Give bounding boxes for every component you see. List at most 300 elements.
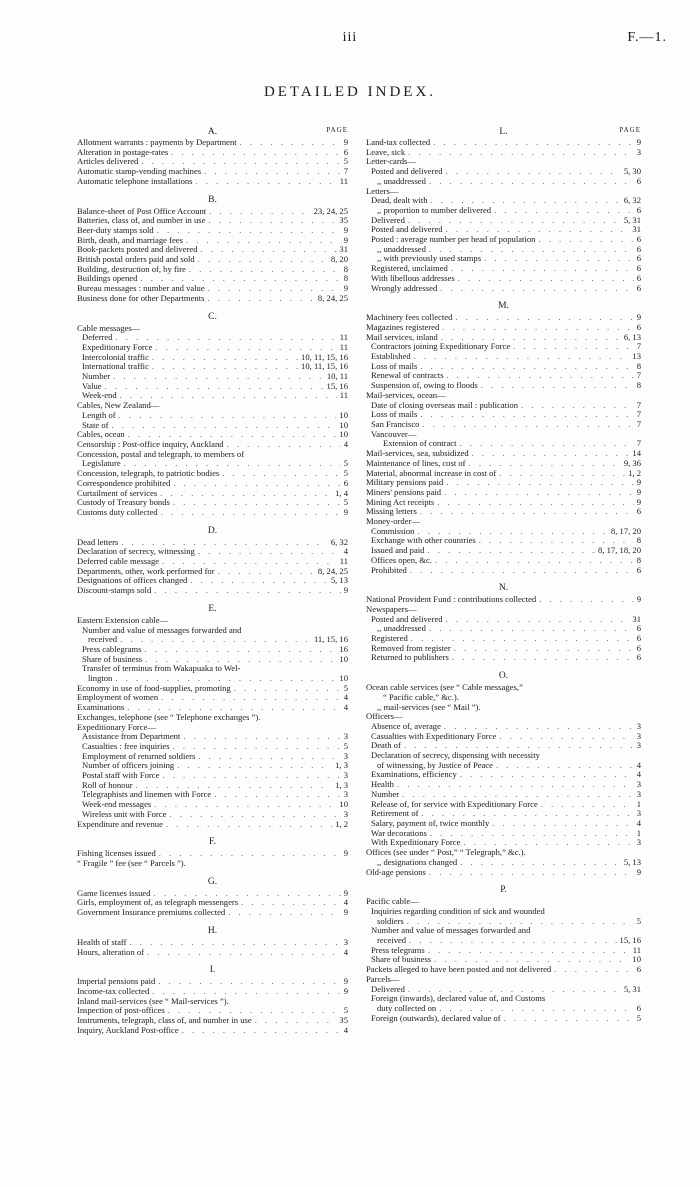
entry-text: Suspension of, owing to floods [371, 380, 478, 391]
entry-text: Designations of offices changed [77, 575, 188, 586]
entry-text: of witnessing, by Justice of Peace [377, 759, 493, 770]
dot-leader [159, 849, 341, 859]
index-entry [366, 556, 641, 566]
dot-leader [208, 216, 336, 226]
dot-leader [160, 489, 332, 499]
entry-pages: 6 [636, 243, 641, 254]
dot-leader [499, 732, 633, 742]
index-entry [77, 586, 348, 596]
entry-text: Correspondence prohibited [77, 477, 171, 488]
index-entry [77, 859, 348, 869]
entry-text: “ Pacific cable,” &c.). [383, 691, 459, 702]
entry-pages: 11, 15, 16 [313, 634, 348, 645]
entry-pages: 9 [343, 976, 348, 987]
section-letter: G. [207, 876, 218, 887]
entry-text: Birth, death, and marriage fees [77, 234, 183, 245]
dot-leader [513, 342, 634, 352]
index-entry [366, 732, 641, 742]
section-letter: N. [498, 583, 509, 594]
index-entry [366, 177, 641, 187]
entry-text: Old-age pensions [366, 866, 426, 877]
entry-text: State of [82, 419, 109, 430]
entry-text: Casualties : free inquiries [82, 740, 170, 751]
dot-leader [255, 1016, 337, 1026]
dot-leader [189, 265, 341, 275]
dot-leader [144, 645, 336, 655]
index-entry [366, 926, 641, 936]
index-entry [366, 703, 641, 713]
entry-pages: 11 [339, 332, 348, 343]
dot-leader [451, 264, 634, 274]
index-entry [366, 780, 641, 790]
entry-pages: 6 [636, 263, 641, 274]
entry-pages: 9 [343, 887, 348, 898]
dot-leader [433, 138, 634, 148]
entry-pages: 10, 11, 15, 16 [301, 351, 348, 362]
entry-text: Curtailment of services [77, 487, 158, 498]
entry-pages: 7 [636, 341, 641, 352]
entry-text: Cables, ocean [77, 429, 125, 440]
dot-leader [214, 790, 340, 800]
section-letter: O. [498, 671, 509, 682]
dot-leader [458, 274, 634, 284]
dot-leader [234, 684, 341, 694]
entry-text: Issued and paid [371, 545, 425, 556]
dot-leader [228, 908, 341, 918]
entry-text: ,, with previously used stamps [377, 253, 482, 264]
dot-leader [186, 236, 341, 246]
entry-text: Maintenance of lines, cost of [366, 457, 466, 468]
entry-text: Foreign (outwards), declared value of [371, 1012, 501, 1023]
entry-pages: 4 [636, 769, 641, 780]
entry-text: Building, destruction of, by fire [77, 263, 186, 274]
entry-text: Hours, alteration of [77, 946, 145, 957]
section-letter: A. [207, 127, 218, 137]
entry-text: received [88, 634, 118, 645]
entry-pages: 8, 24, 25 [317, 292, 348, 303]
dot-leader [240, 138, 341, 148]
index-entry [77, 626, 348, 636]
entry-text: Absence of, average [371, 720, 441, 731]
entry-pages: 9, 36 [623, 457, 641, 468]
entry-pages: 4 [343, 702, 348, 713]
dot-leader [196, 177, 337, 187]
entry-text: Material, abnormal increase in cost of [366, 467, 497, 478]
entry-pages: 6 [636, 282, 641, 293]
dot-leader [446, 167, 621, 177]
entry-pages: 3 [636, 779, 641, 790]
entry-pages: 10 [632, 954, 641, 965]
entry-text: “ Fragile ” fee (see “ Parcels ”). [77, 858, 186, 868]
entry-text: Dead, dealt with [371, 195, 428, 206]
entry-pages: 3 [343, 808, 348, 819]
entry-pages: 6, 32 [623, 195, 641, 206]
entry-pages: 10 [339, 653, 348, 664]
entry-pages: 9 [636, 496, 641, 507]
entry-pages: 9 [343, 585, 348, 596]
entry-text: With Expeditionary Force [371, 837, 461, 848]
entry-pages: 1, 3 [335, 779, 348, 790]
dot-leader [171, 148, 341, 158]
entry-text: Assistance from Department [82, 731, 181, 742]
entry-text: Number of officers joining [82, 760, 175, 771]
dot-leader [452, 653, 634, 663]
entry-pages: 3 [343, 770, 348, 781]
dot-leader [541, 800, 634, 810]
entry-text: Loss of mails [371, 409, 418, 420]
entry-text: Land-tax collected [366, 137, 431, 147]
index-entry [77, 382, 348, 392]
entry-text: Inquiries regarding condition of sick and wounded [371, 905, 545, 916]
dot-leader [492, 819, 633, 829]
dot-leader [166, 820, 332, 830]
dot-leader [177, 761, 332, 771]
dot-leader [154, 800, 336, 810]
entry-pages: 6 [636, 623, 641, 634]
index-entry [77, 294, 348, 304]
entry-pages: 6 [343, 477, 348, 488]
index-entry [77, 177, 348, 187]
entry-pages: 3 [636, 837, 641, 848]
dot-leader [429, 177, 634, 187]
dot-leader [120, 635, 311, 645]
entry-text: Expenditure and revenue [77, 818, 163, 829]
section-header-row [366, 124, 641, 138]
entry-pages: 6, 13 [623, 331, 641, 342]
dot-leader [397, 780, 634, 790]
entry-text: Week-end messages [82, 799, 152, 810]
dot-leader [209, 207, 310, 217]
entry-pages: 9 [636, 486, 641, 497]
entry-pages: 6 [636, 642, 641, 653]
entry-pages: 23, 24, 25 [313, 205, 348, 216]
section-letter: B. [208, 194, 217, 205]
entry-text: War decorations [371, 827, 427, 838]
dot-leader [182, 1026, 341, 1036]
index-entry [77, 372, 348, 382]
entry-text: Foreign (inwards), declared value of, and Customs [371, 993, 546, 1004]
dot-leader [158, 977, 340, 987]
entry-text: Military pensions paid [366, 477, 444, 488]
entry-text: Telegraphists and linemen with Force [82, 789, 212, 800]
entry-text: Inquiry, Auckland Post-office [77, 1024, 179, 1035]
document-code: F.—1. [627, 30, 667, 45]
entry-text: Posted and delivered [371, 613, 443, 624]
entry-text: Government Insurance premiums collected [77, 907, 226, 918]
section-header-row [77, 124, 348, 138]
entry-pages: 4 [636, 759, 641, 770]
entry-pages: 5, 31 [623, 214, 641, 225]
entry-pages: 9 [343, 848, 348, 859]
dot-leader [455, 313, 633, 323]
dot-leader [152, 353, 298, 363]
entry-text: Offices (see under “ Post,” “ Telegraph,” &c.). [366, 847, 526, 858]
dot-leader [173, 479, 340, 489]
entry-text: Length of [82, 409, 116, 420]
dot-leader [222, 469, 340, 479]
entry-pages: 15, 16 [619, 935, 641, 946]
dot-leader [190, 576, 327, 586]
entry-pages: 11 [339, 341, 348, 352]
left-column [77, 124, 348, 1035]
entry-text: Deferred [82, 332, 113, 343]
entry-pages: 7 [636, 399, 641, 410]
entry-pages: 8 [636, 554, 641, 565]
entry-pages: 35 [339, 1015, 348, 1026]
entry-text: Officers— [366, 711, 403, 722]
entry-pages: 4 [343, 546, 348, 557]
entry-pages: 6, 32 [330, 536, 348, 547]
entry-text: ,, unaddressed [377, 175, 426, 186]
dot-leader [499, 469, 625, 479]
entry-pages: 3 [636, 808, 641, 819]
index-entry [366, 907, 641, 917]
entry-pages: 3 [636, 146, 641, 157]
entry-pages: 5, 13 [330, 575, 348, 586]
entry-pages: 9 [636, 866, 641, 877]
entry-pages: 1, 3 [335, 760, 348, 771]
dot-leader [113, 372, 324, 382]
index-entry [366, 206, 641, 216]
dot-leader [496, 761, 634, 771]
entry-text: Inspection of post-offices [77, 1005, 165, 1016]
dot-leader [105, 382, 324, 392]
entry-pages: 8, 17, 20 [610, 525, 641, 536]
entry-text: Customs duty collected [77, 506, 158, 517]
entry-text: Instruments, telegraph, class of, and number in use [77, 1015, 252, 1026]
entry-pages: 13 [632, 351, 641, 362]
entry-text: Letter-cards— [366, 156, 416, 167]
entry-text: Contractors joining Expeditionary Force [371, 341, 511, 352]
entry-pages: 5 [636, 915, 641, 926]
entry-text: Cable messages— [77, 322, 141, 333]
dot-leader [472, 449, 630, 459]
dot-leader [446, 478, 633, 488]
dot-leader [157, 226, 341, 236]
entry-text: Returned to publishers [371, 652, 449, 663]
entry-pages: 5 [343, 740, 348, 751]
entry-text: Packets alleged to have been posted and not delivered [366, 964, 552, 975]
entry-text: Exchanges, telephone (see “ Telephone exchanges ”). [77, 711, 261, 722]
dot-leader [162, 771, 340, 781]
entry-text: Intercolonial traffic [82, 351, 149, 362]
entry-text: Casualties with Expeditionary Force [371, 730, 497, 741]
section-letter: D. [207, 525, 218, 536]
dot-leader [169, 810, 340, 820]
entry-text: Game licenses issued [77, 887, 151, 898]
index-entry [77, 908, 348, 918]
entry-text: Income-tax collected [77, 985, 150, 996]
dot-leader [446, 615, 630, 625]
dot-leader [435, 556, 634, 566]
entry-text: Discount-stamps sold [77, 585, 152, 596]
entry-text: Pacific cable— [366, 896, 419, 907]
entry-text: Press telegrams [371, 944, 425, 955]
entry-text: Letters— [366, 185, 399, 196]
entry-text: Deferred cable message [77, 556, 160, 567]
entry-text: With libellous addresses [371, 272, 455, 283]
entry-text: Automatic telephone installations [77, 175, 193, 186]
entry-text: International traffic [82, 361, 149, 372]
entry-pages: 10, 11 [326, 371, 348, 382]
entry-text: Offices open, &c. [371, 554, 432, 565]
entry-text: Eastern Extension cable— [77, 614, 169, 625]
entry-text: Wrongly addressed [371, 282, 438, 293]
index-entry [77, 820, 348, 830]
entry-text: Legislature [82, 458, 121, 469]
dot-leader [420, 507, 634, 517]
entry-text: Prohibited [371, 564, 407, 575]
entry-text: Newspapers— [366, 603, 417, 614]
entry-pages: 31 [632, 613, 641, 624]
entry-pages: 6 [343, 146, 348, 157]
entry-pages: 11 [339, 556, 348, 567]
entry-text: ,, unaddressed [377, 623, 426, 634]
entry-text: Health [371, 779, 394, 790]
entry-pages: 5 [343, 156, 348, 167]
entry-pages: 3 [636, 740, 641, 751]
dot-leader [241, 898, 341, 908]
index-entry [77, 401, 348, 411]
entry-pages: 1 [636, 827, 641, 838]
entry-text: Examinations [77, 702, 125, 713]
dot-leader [173, 742, 341, 752]
dot-leader [460, 770, 634, 780]
entry-pages: 4 [343, 897, 348, 908]
dot-leader [422, 420, 633, 430]
entry-pages: 5, 30 [623, 166, 641, 177]
index-entry [77, 324, 348, 334]
dot-leader [437, 498, 633, 508]
entry-text: Week-end [82, 390, 117, 401]
entry-pages: 7 [343, 166, 348, 177]
entry-pages: 4 [343, 438, 348, 449]
entry-text: Mail-services, ocean— [366, 389, 446, 400]
entry-text: Release of, for service with Expeditionary Force [371, 798, 538, 809]
dot-leader [161, 508, 341, 518]
entry-text: Share of business [82, 653, 143, 664]
entry-text: Posted and delivered [371, 224, 443, 235]
entry-text: Concession, postal and telegraph, to members of [77, 448, 245, 459]
entry-pages: 9 [636, 477, 641, 488]
page-title: DETAILED INDEX. [263, 84, 437, 100]
entry-text: Loss of mails [371, 360, 418, 371]
entry-pages: 5 [343, 497, 348, 508]
entry-pages: 6 [636, 506, 641, 517]
index-entry [77, 948, 348, 958]
entry-pages: 15, 16 [326, 380, 348, 391]
entry-pages: 7 [636, 370, 641, 381]
entry-pages: 5 [343, 458, 348, 469]
dot-leader [484, 254, 634, 264]
entry-text: Declaration of secrecy, witnessing [77, 546, 195, 557]
entry-text: Leave, sick [366, 146, 406, 157]
dot-leader [198, 752, 340, 762]
entry-pages: 31 [632, 224, 641, 235]
entry-text: Miners' pensions paid [366, 486, 442, 497]
entry-pages: 6 [636, 204, 641, 215]
entry-pages: 9 [636, 594, 641, 605]
entry-pages: 6 [636, 175, 641, 186]
dot-leader [440, 284, 633, 294]
entry-pages: 35 [339, 215, 348, 226]
entry-text: Expeditionary Force [82, 341, 153, 352]
entry-pages: 9 [636, 137, 641, 147]
entry-text: Examinations, efficiency [371, 769, 457, 780]
index-entry [77, 1026, 348, 1036]
dot-leader [554, 965, 634, 975]
entry-text: Number and value of messages forwarded and [371, 925, 531, 936]
entry-text: Postal staff with Force [82, 770, 160, 781]
entry-pages: 9 [343, 985, 348, 996]
entry-pages: 6 [636, 633, 641, 644]
dot-leader [198, 255, 328, 265]
entry-text: Expeditionary Force— [77, 721, 156, 732]
entry-text: ,, designations changed [377, 856, 458, 867]
entry-pages: 3 [343, 936, 348, 947]
entry-pages: 9 [343, 506, 348, 517]
section-letter: F. [209, 837, 216, 848]
entry-text: Transfer of terminus from Wakapuaka to Wel- [82, 663, 241, 674]
entry-pages: 7 [636, 438, 641, 449]
entry-text: Posted : average number per head of population [371, 234, 536, 245]
entry-pages: 1, 2 [335, 818, 348, 829]
index-entry [77, 411, 348, 421]
page-column-label: PAGE [326, 126, 348, 134]
dot-leader [161, 693, 341, 703]
entry-pages: 5 [343, 1005, 348, 1016]
index-entry [366, 653, 641, 663]
entry-text: Censorship : Post-office inquiry, Auckland [77, 438, 224, 449]
index-entry [77, 664, 348, 674]
entry-pages: 4 [343, 692, 348, 703]
entry-text: Mail-services, sea, subsidized [366, 448, 469, 459]
dot-leader [201, 245, 337, 255]
entry-text: Balance-sheet of Post Office Account [77, 205, 207, 216]
entry-text: Custody of Treasury bonds [77, 497, 170, 508]
entry-pages: 8 [343, 263, 348, 274]
entry-text: Inland mail-services (see “ Mail-services ”). [77, 995, 229, 1006]
right-column [366, 124, 641, 1023]
entry-text: Retirement of [371, 808, 419, 819]
entry-pages: 8, 20 [330, 254, 348, 265]
entry-pages: 3 [636, 730, 641, 741]
dot-leader [183, 732, 340, 742]
dot-leader [539, 595, 634, 605]
dot-leader [119, 411, 337, 421]
entry-text: Fishing licenses issued [77, 848, 156, 859]
dot-leader [129, 938, 340, 948]
entry-pages: 11 [632, 944, 641, 955]
entry-text: Number [82, 371, 111, 382]
dot-leader [538, 235, 633, 245]
entry-pages: 5 [636, 1012, 641, 1023]
entry-text: Number [371, 788, 400, 799]
dot-leader [147, 948, 341, 958]
entry-text: Concession, telegraph, to patriotic bodies [77, 468, 220, 479]
entry-text: Number and value of messages forwarded and [82, 624, 242, 635]
entry-pages: 8 [636, 535, 641, 546]
dot-leader [112, 421, 337, 431]
entry-pages: 5, 31 [623, 983, 641, 994]
index-entry [366, 965, 641, 975]
section-letter: E. [208, 603, 217, 614]
entry-text: Mail services, inland [366, 331, 438, 342]
dot-leader [521, 401, 634, 411]
entry-text: Bureau messages : number and value [77, 283, 205, 294]
entry-text: Date of closing overseas mail : publication [371, 399, 519, 410]
entry-text: British postal orders paid and sold [77, 254, 195, 265]
